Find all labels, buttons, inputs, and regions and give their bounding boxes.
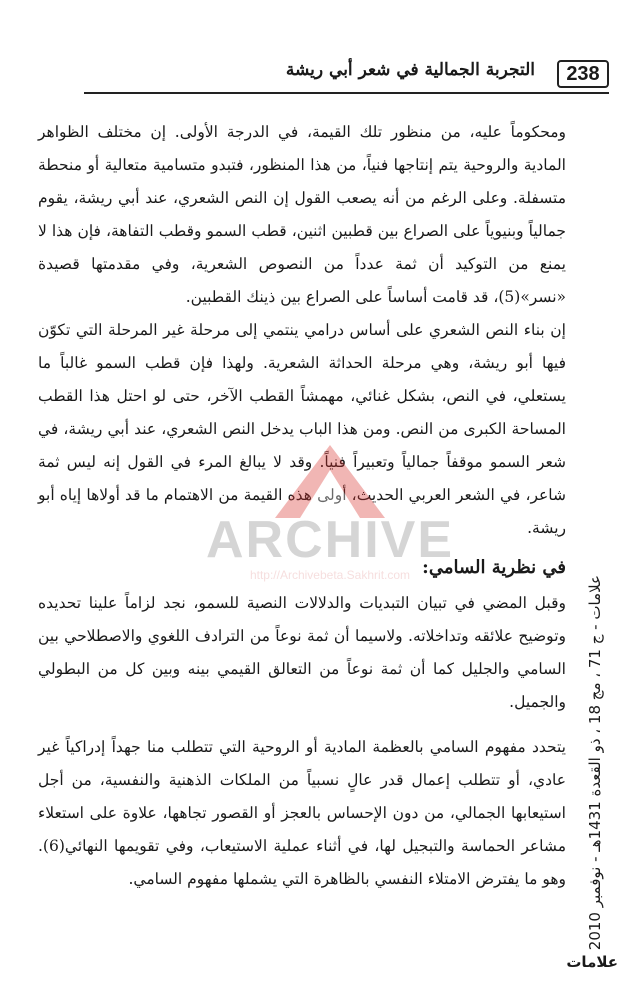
article-body xyxy=(38,116,566,896)
paragraph-2: إن بناء النص الشعري على أساس درامي ينتمي إلى مرحلة غير المرحلة التي تكوّن فيها أبو ريشة، وهي مرحلة الحداثة الشعرية. ولهذا فإن قطب السمو غالباً ما يستعلي، في النص، بشكل غنائي، مهمشاً القطب الآخر، حتى لو احتل هذا القطب المساحة الكبرى من النص. ومن هذا الباب يدخل النص الشعري، عند أبي ريشة، في شعر السمو موقفاً جمالياً وتعبيراً فنياً. وقد لا يبالغ المرء في القول إنه ليس ثمة شاعر، في الشعر العربي الحديث، أولى هذه القيمة من الاهتمام ما قد أولاها إياه أبو ريشة. xyxy=(38,321,566,537)
journal-logo: علامات xyxy=(566,953,618,971)
side-margin xyxy=(566,570,620,980)
page-header xyxy=(24,56,609,92)
paragraph-1: ومحكوماً عليه، من منظور تلك القيمة، في الدرجة الأولى. إن مختلف الظواهر المادية والروحية يتم إنتاجها فنياً، من هذا المنظور، فتبدو متسامية متعالية أو منحطة متسفلة. وعلى الرغم من أنه يصعب القول إن النص الشعري، عند أبي ريشة، يقوم جمالياً وبنيوياً على الصراع بين قطبين اثنين، قطب السمو وقطب التفاهة، فإن هذا لا يمنع من التوكيد أن ثمة عدداً من النصوص الشعرية، وفي مقدمتها قصيدة «نسر»(5)، قد قامت أساساً على الصراع بين ذينك القطبين. xyxy=(38,123,566,306)
section-heading: في نظرية السامي: xyxy=(422,557,566,578)
paragraph-4: يتحدد مفهوم السامي بالعظمة المادية أو الروحية التي تتطلب منا جهداً إدراكياً غير عادي، أو تتطلب إعمال قدر عالٍ نسبياً من الملكات الذهنية والنفسية، من أجل استيعابها الجمالي، من دون الإحساس بالعجز أو القصور تجاهها، علاوة على استعلاء مشاعر الحماسة والتبجيل لها، في أثناء عملية الاستيعاب، وفي تقويمها النهائي(6). وهو ما يفترض الامتلاء النفسي بالظاهرة التي يشملها مفهوم السامي. xyxy=(38,738,566,888)
paragraph-3: وقبل المضي في تبيان التبديات والدلالات النصية للسمو، نجد لزاماً علينا تحديده وتوضيح علائقه وتداخلاته. ولاسيما أن ثمة نوعاً من الترادف اللغوي والاصطلاحي بين السامي والجليل كما أن ثمة نوعاً من التعالق القيمي بينه وبين كل من البطولي والجميل. xyxy=(38,594,566,711)
watermark-url: http://Archivebeta.Sakhrit.com xyxy=(249,568,411,582)
page-number: 238 xyxy=(557,60,609,88)
issue-line: علامات - ج 71 ، مج 18 ، ذو القعدة 1431هـ - نوفمبر 2010 xyxy=(586,575,604,951)
running-title: التجربة الجمالية في شعر أبي ريشة xyxy=(285,60,535,80)
header-rule xyxy=(84,92,609,94)
watermark-word: ARCHIVE xyxy=(205,511,455,569)
